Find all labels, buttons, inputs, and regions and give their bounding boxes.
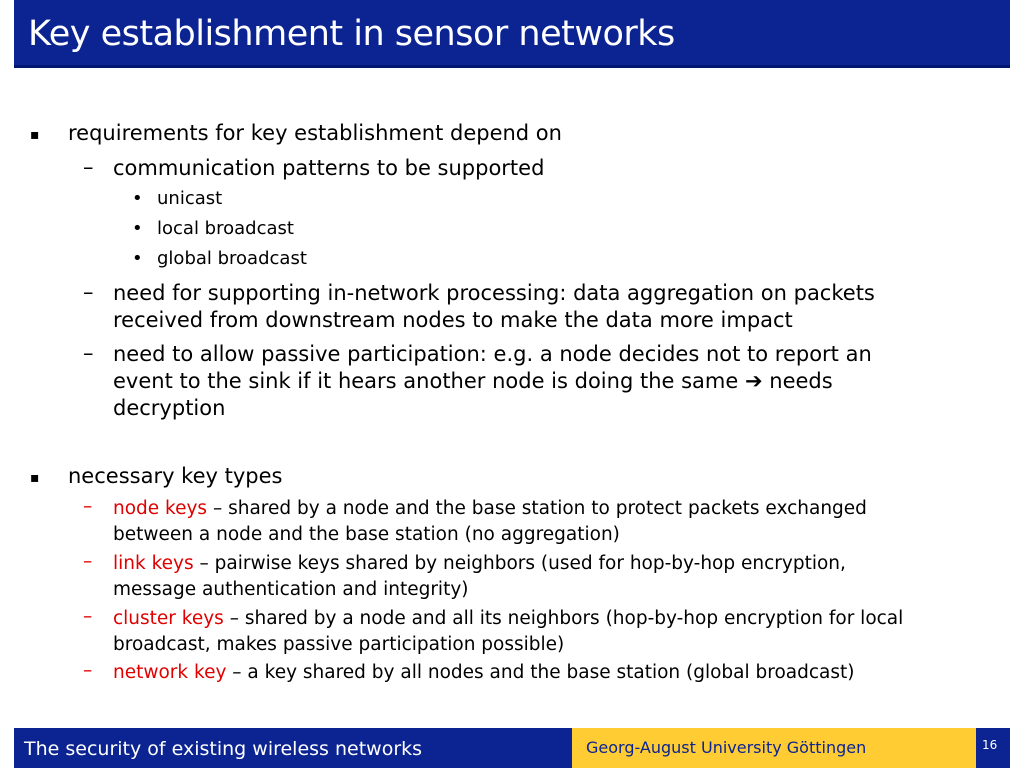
list-item-line	[113, 496, 867, 522]
list-item-line	[113, 368, 872, 395]
key-description: – a key shared by all nodes and the base station (global broadcast)	[226, 662, 855, 683]
list-subitem: global broadcast	[157, 248, 307, 269]
dash-bullet-icon: –	[83, 551, 93, 572]
dash-bullet-icon: –	[83, 660, 93, 681]
footer-university	[572, 728, 976, 768]
list-item-line: received from downstream nodes to make the data more impact	[113, 308, 793, 332]
section-heading: requirements for key establishment depend on	[68, 121, 562, 145]
list-item	[113, 660, 855, 686]
key-term: link keys	[113, 553, 194, 574]
list-item-line	[113, 606, 903, 632]
key-term: network key	[113, 662, 227, 683]
dash-bullet-icon: –	[83, 606, 93, 627]
list-item	[113, 606, 903, 658]
square-bullet-icon: ▪	[30, 470, 40, 486]
list-item-line: between a node and the base station (no aggregation)	[113, 524, 620, 545]
dash-bullet-icon: –	[83, 280, 94, 304]
list-item: communication patterns to be supported	[113, 156, 545, 180]
dot-bullet-icon: •	[132, 188, 143, 209]
list-item-line: message authentication and integrity)	[113, 579, 469, 600]
university-name: Georg-August University Göttingen	[586, 738, 867, 757]
list-item-text: event to the sink if it hears another node is doing the same	[113, 369, 739, 393]
list-item-line	[113, 660, 855, 686]
page-number: 16	[982, 738, 998, 752]
list-item-line: decryption	[113, 396, 226, 420]
list-item-text: needs	[769, 369, 833, 393]
footer-title-text: The security of existing wireless networks	[24, 738, 423, 760]
key-term: node keys	[113, 498, 208, 519]
dash-bullet-icon: –	[83, 155, 94, 179]
dot-bullet-icon: •	[132, 248, 143, 269]
list-item-line: need to allow passive participation: e.g. a node decides not to report an	[113, 342, 872, 366]
dot-bullet-icon: •	[132, 218, 143, 239]
page-number-box	[976, 728, 1010, 768]
key-description: – pairwise keys shared by neighbors (used for hop-by-hop encryption,	[193, 553, 846, 574]
footer-course-title	[14, 728, 572, 768]
key-description: – shared by a node and all its neighbors (hop-by-hop encryption for local	[223, 608, 904, 629]
page-title: Key establishment in sensor networks	[28, 14, 675, 54]
footer	[14, 728, 1010, 768]
list-subitem: local broadcast	[157, 218, 294, 239]
list-item-line: need for supporting in-network processing: data aggregation on packets	[113, 281, 875, 305]
key-description: – shared by a node and the base station to protect packets exchanged	[207, 498, 867, 519]
list-item-line	[113, 551, 846, 577]
arrow-right-icon: ➔	[744, 369, 763, 393]
list-subitem: unicast	[157, 188, 223, 209]
dash-bullet-icon: –	[83, 341, 94, 365]
list-item-line: broadcast, makes passive participation possible)	[113, 634, 565, 655]
section-heading: necessary key types	[68, 464, 283, 488]
list-item	[113, 280, 875, 334]
list-item	[113, 341, 872, 422]
dash-bullet-icon: –	[83, 496, 93, 517]
list-item	[113, 551, 846, 603]
key-term: cluster keys	[113, 608, 224, 629]
square-bullet-icon: ▪	[30, 127, 40, 143]
list-item	[113, 496, 867, 548]
